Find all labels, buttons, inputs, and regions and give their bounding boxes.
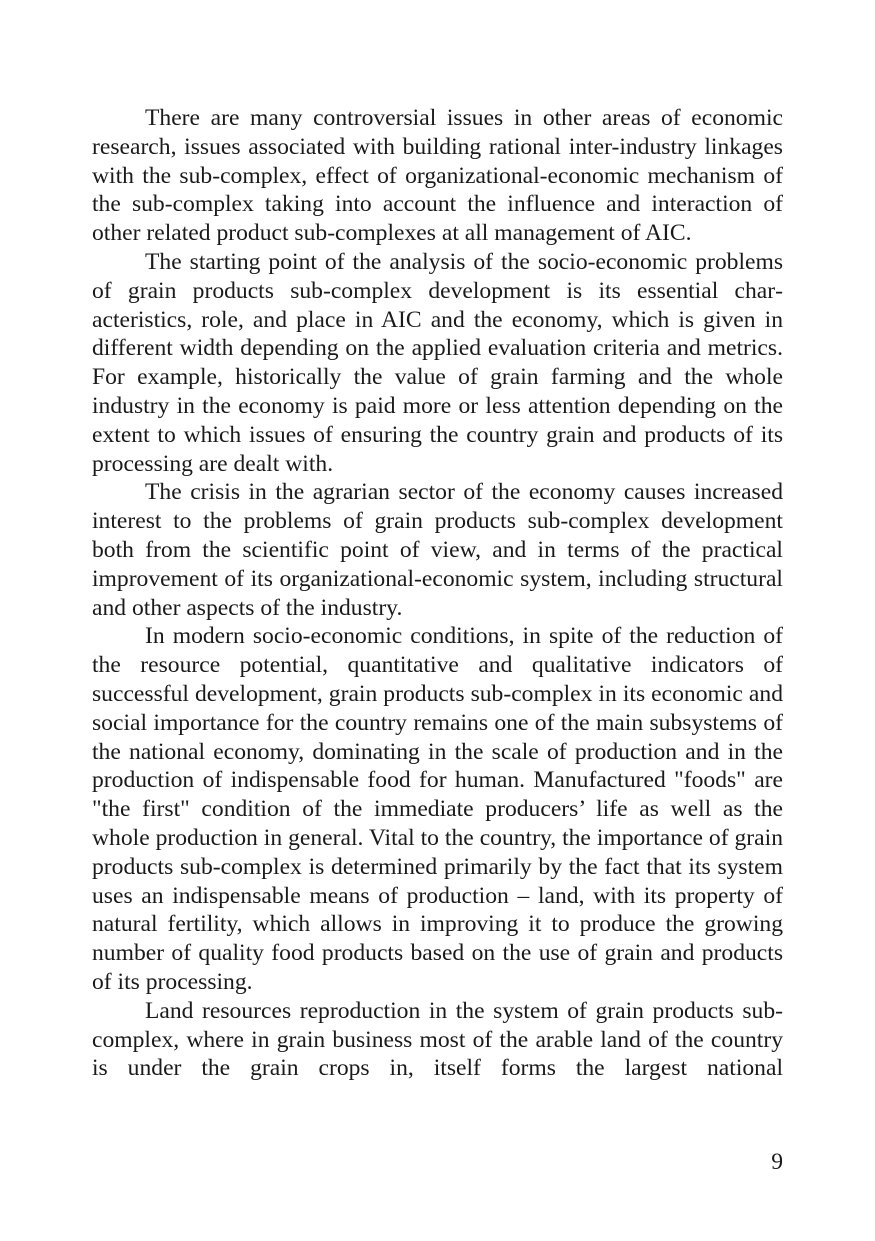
paragraph-starting-point: The starting point of the analysis of the socio-economic problems of grain products sub-complex development is its essential characteristics, role, and place in AIC and the economy, which is given in different width depending on the applied evaluation criteria and metrics. For example, historically the value of grain farming and the whole industry in the economy is paid more or less attention depending on the extent to which issues of ensuring the country grain and products of its processing are dealt with. [92,248,783,477]
page-body-text [92,104,783,1083]
paragraph-land-resources: Land resources reproduction in the system of grain products sub-complex, where in grain business most of the arable land of the country is under the grain crops in, itself forms the largest national [92,997,783,1082]
page-number: 9 [771,1149,783,1175]
paragraph-agrarian-crisis: The crisis in the agrarian sector of the economy causes increased interest to the problems of grain products sub-complex development both from the scientific point of view, and in terms of the practical improvement of its organizational-economic system, including structural and other aspects of the industry. [92,479,783,621]
paragraph-controversial-issues: There are many controversial issues in other areas of economic research, issues associated with building rational inter-industry linkages with the sub-complex, effect of organizational-economic mechanism of the sub-complex taking into account the influence and interaction of other related product sub-complexes at all management of AIC. [92,105,783,247]
paragraph-modern-conditions: In modern socio-economic conditions, in spite of the reduction of the resource potential, quantitative and qualitative indicators of successful development, grain products sub-complex in its economic and social importance for the country remains one of the main subsystems of the national economy, dominating in the scale of production and in the production of indispensable food for human. Manufactured "foods" are "the first" condition of the immediate producers’ life as well as the whole production in general. Vital to the country, the importance of grain products sub-complex is determined primarily by the fact that its system uses an indispensable means of production – land, with its property of natural fertility, which allows in improving it to produce the growing number of quality food products based on the use of grain and products of its processing. [92,623,783,995]
